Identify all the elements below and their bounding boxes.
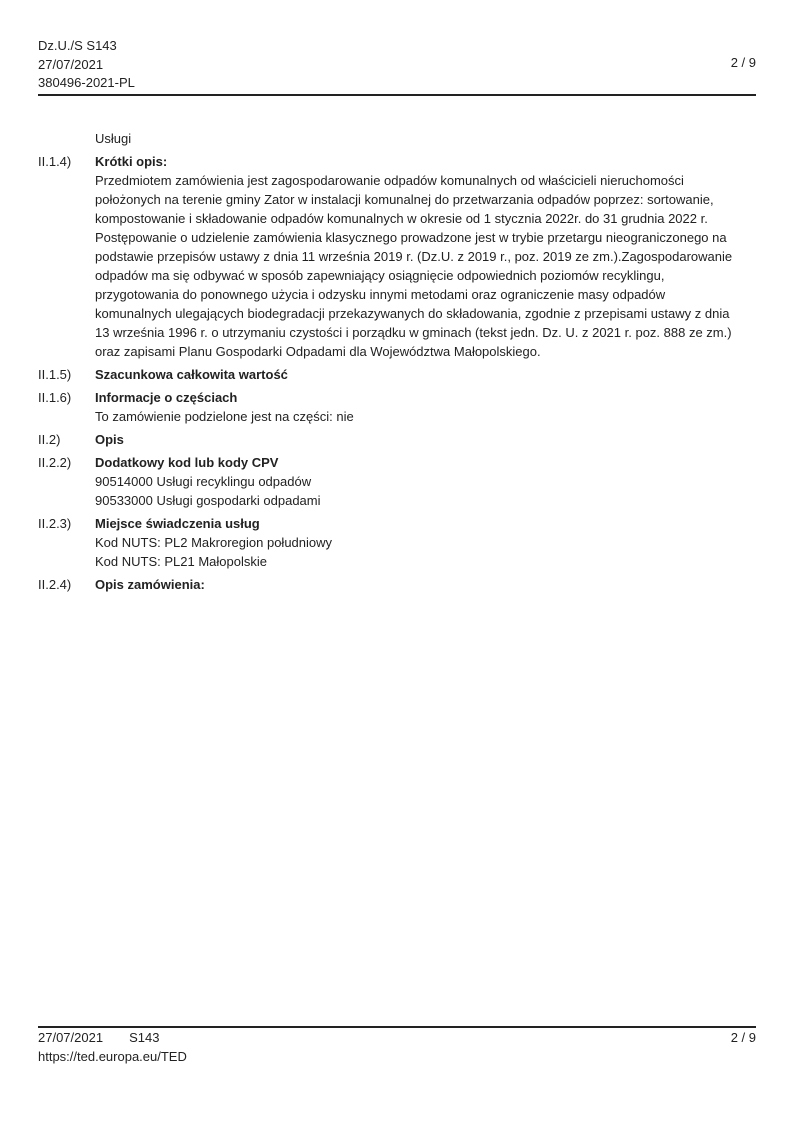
section-title: Miejsce świadczenia usług [95,516,260,531]
section [38,514,758,571]
section-body [95,129,758,148]
section [38,388,758,426]
section-body [95,575,758,594]
section-title: Opis zamówienia: [95,577,205,592]
footer-series: S143 [129,1030,160,1045]
section-text-line: Kod NUTS: PL2 Makroregion południowy [95,535,333,550]
header-page-number: 2 / 9 [730,55,756,70]
document-content [38,129,758,594]
page-footer [38,1028,187,1066]
section-text-line: kompostowanie i składowanie odpadów komunalnych w okresie od 1 stycznia 2022r. do 31 grudnia 2022 r. [95,211,708,226]
section-text-line: przygotowania do ponownego użycia i odzysku innymi metodami oraz ograniczenie masy odpadów [95,287,666,302]
section-body [95,430,758,449]
section-body [95,514,758,571]
section-title: Szacunkowa całkowita wartość [95,367,288,382]
journal-ref: Dz.U./S S143 [38,38,117,53]
section-number: II.1.5) [38,367,72,382]
section-number: II.1.4) [38,154,72,169]
section [38,575,758,594]
section [38,365,758,384]
section-text-line: Kod NUTS: PL21 Małopolskie [95,554,267,569]
notice-id: 380496-2021-PL [38,75,135,90]
section-body [95,453,758,510]
footer-page-number: 2 / 9 [730,1030,756,1045]
section-text-line: Postępowanie o udzielenie zamówienia klasycznego prowadzone jest w trybie przetargu nieograniczonego na [95,230,727,245]
section-title: Dodatkowy kod lub kody CPV [95,455,279,470]
section-body [95,388,758,426]
section-text-line: 90533000 Usługi gospodarki odpadami [95,493,321,508]
section-text-line: 90514000 Usługi recyklingu odpadów [95,474,312,489]
section-number [38,129,95,148]
section-text-line: Przedmiotem zamówienia jest zagospodarowanie odpadów komunalnych od właścicieli nieruchomości [95,173,684,188]
section-body [95,365,758,384]
section [38,152,758,361]
header-rule [38,94,756,96]
section [38,430,758,449]
section [38,453,758,510]
footer-date: 27/07/2021 [38,1030,104,1045]
section-text-line: podstawie przepisów ustawy z dnia 11 września 2019 r. (Dz.U. z 2019 r., poz. 2019 ze zm.).Zagospodarowanie [95,249,733,264]
section-text-line: odpadów ma się odbywać w sposób zapewniający osiągnięcie odpowiednich poziomów recyklingu, [95,268,665,283]
section-title: Opis [95,432,124,447]
section-title: Krótki opis: [95,154,168,169]
section-text-line: komunalnych ulegających biodegradacji przekazywanych do składowania, zgodnie z przepisami ustawy z dnia [95,306,730,321]
section-text-line: położonych na terenie gminy Zator w instalacji komunalnej do przetwarzania odpadów poprzez: sortowanie, [95,192,714,207]
section-text-line: To zamówienie podzielone jest na części: nie [95,409,354,424]
section-number: II.2.3) [38,516,72,531]
header-date: 27/07/2021 [38,56,104,72]
section-title: Informacje o częściach [95,390,238,405]
section-text-line: Usługi [95,131,132,146]
section [38,129,758,148]
section-text-line: oraz zapisami Planu Gospodarki Odpadami dla Województwa Małopolskiego. [95,344,541,359]
section-number: II.2.4) [38,577,72,592]
page-header [38,37,135,93]
section-number: II.2) [38,432,61,447]
section-number: II.2.2) [38,455,72,470]
section-text-line: 13 września 1996 r. o utrzymaniu czystości i porządku w gminach (tekst jedn. Dz. U. z 2021 r. poz. 888 ze zm.) [95,325,732,340]
footer-url[interactable]: https://ted.europa.eu/TED [38,1049,187,1064]
section-number: II.1.6) [38,390,72,405]
section-body [95,152,758,361]
